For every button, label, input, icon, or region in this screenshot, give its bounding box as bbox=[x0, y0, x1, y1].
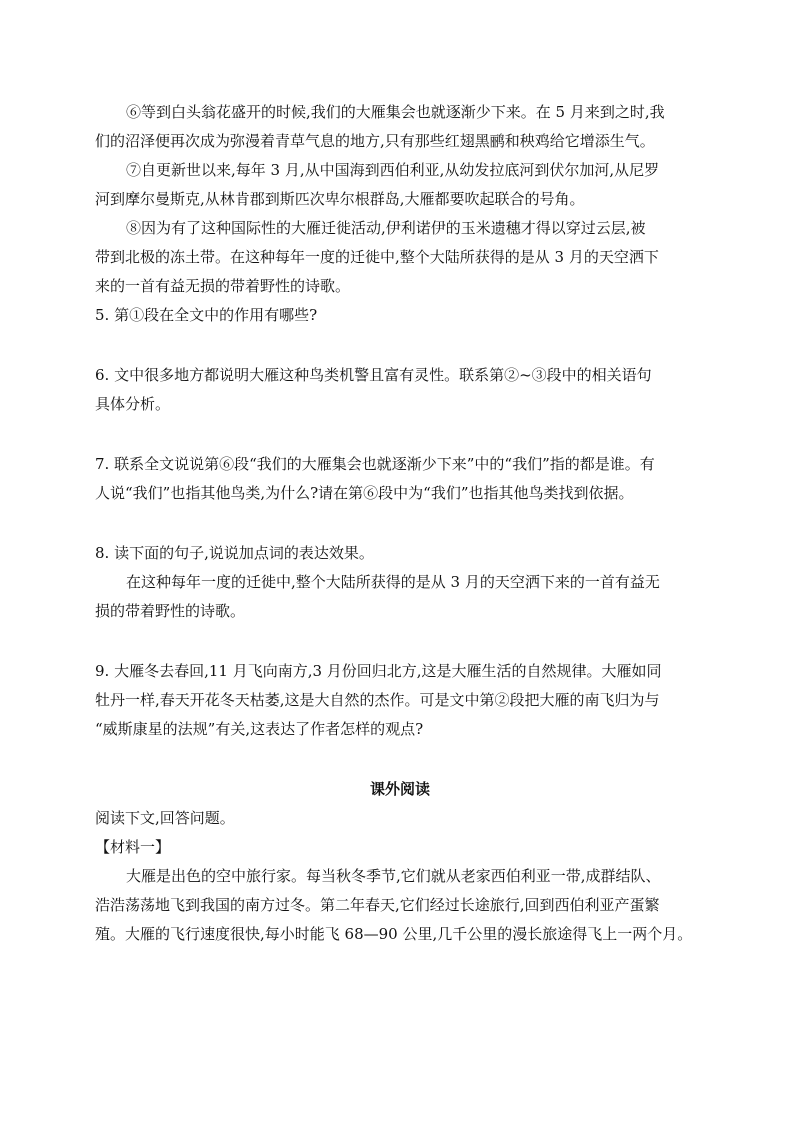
text-line: 河到摩尔曼斯克,从林肯郡到斯匹次卑尔根群岛,大雁都要吹起联合的号角。 bbox=[95, 190, 585, 208]
question-text: 6. 文中很多地方都说明大雁这种鸟类机警且富有灵性。联系第②~③段中的相关语句 bbox=[95, 366, 652, 384]
answer-space bbox=[95, 419, 705, 450]
document-page bbox=[95, 98, 705, 949]
reading-instruction: 阅读下文,回答问题。 bbox=[95, 809, 235, 827]
question-7 bbox=[95, 450, 705, 508]
question-text: 具体分析。 bbox=[95, 395, 171, 413]
quoted-sentence: 在这种每年一度的迁徙中,整个大陆所获得的是从 3 月的天空洒下来的一首有益无 bbox=[126, 573, 660, 591]
question-text: 9. 大雁冬去春回,11 月飞向南方,3 月份回归北方,这是大雁生活的自然规律。大雁如同 bbox=[95, 662, 662, 680]
material-label: 【材料一】 bbox=[95, 838, 171, 856]
answer-space bbox=[95, 744, 705, 775]
answer-space bbox=[95, 508, 705, 539]
answer-space bbox=[95, 330, 705, 361]
question-text: 牡丹一样,春天开花冬天枯萎,这是大自然的杰作。可是文中第②段把大雁的南飞归为与 bbox=[95, 691, 660, 709]
question-8 bbox=[95, 539, 705, 626]
text-line: ⑥等到白头翁花盛开的时候,我们的大雁集会也就逐渐少下来。在 5 月来到之时,我 bbox=[126, 103, 665, 121]
text-line: 大雁是出色的空中旅行家。每当秋冬季节,它们就从老家西伯利亚一带,成群结队、 bbox=[126, 867, 661, 885]
paragraph-7 bbox=[95, 156, 705, 214]
question-9 bbox=[95, 657, 705, 744]
answer-space bbox=[95, 626, 705, 657]
text-line: 来的一首有益无损的带着野性的诗歌。 bbox=[95, 277, 351, 295]
question-5 bbox=[95, 301, 705, 330]
text-line: 浩浩荡荡地飞到我国的南方过冬。第二年春天,它们经过长途旅行,回到西伯利亚产蛋繁 bbox=[95, 896, 660, 914]
section-heading: 课外阅读 bbox=[369, 780, 430, 798]
quoted-sentence: 损的带着野性的诗歌。 bbox=[95, 602, 246, 620]
material-one-text bbox=[95, 862, 705, 949]
paragraph-6 bbox=[95, 98, 705, 156]
text-line: 带到北极的冻土带。在这种每年一度的迁徙中,整个大陆所获得的是从 3 月的天空洒下 bbox=[95, 248, 659, 266]
paragraph-8 bbox=[95, 214, 705, 301]
question-text: 5. 第①段在全文中的作用有哪些? bbox=[95, 306, 318, 324]
question-text: 7. 联系全文说说第⑥段“我们的大雁集会也就逐渐少下来”中的“我们”指的都是谁。有 bbox=[95, 455, 655, 473]
text-line: ⑦自更新世以来,每年 3 月,从中国海到西伯利亚,从幼发拉底河到伏尔加河,从尼罗 bbox=[126, 161, 660, 179]
text-line: 殖。大雁的飞行速度很快,每小时能飞 68—90 公里,几千公里的漫长旅途得飞上一两个月。 bbox=[95, 925, 693, 943]
text-line: ⑧因为有了这种国际性的大雁迁徙活动,伊利诺伊的玉米遗穗才得以穿过云层,被 bbox=[126, 219, 646, 237]
question-text: 8. 读下面的句子,说说加点词的表达效果。 bbox=[95, 544, 374, 562]
text-line: 们的沼泽便再次成为弥漫着青草气息的地方,只有那些红翅黑鹂和秧鸡给它增添生气。 bbox=[95, 132, 655, 150]
question-text: “威斯康星的法规”有关,这表达了作者怎样的观点? bbox=[95, 720, 424, 738]
question-6 bbox=[95, 361, 705, 419]
question-text: 人说“我们”也指其他鸟类,为什么?请在第⑥段中为“我们”也指其他鸟类找到依据。 bbox=[95, 484, 634, 502]
